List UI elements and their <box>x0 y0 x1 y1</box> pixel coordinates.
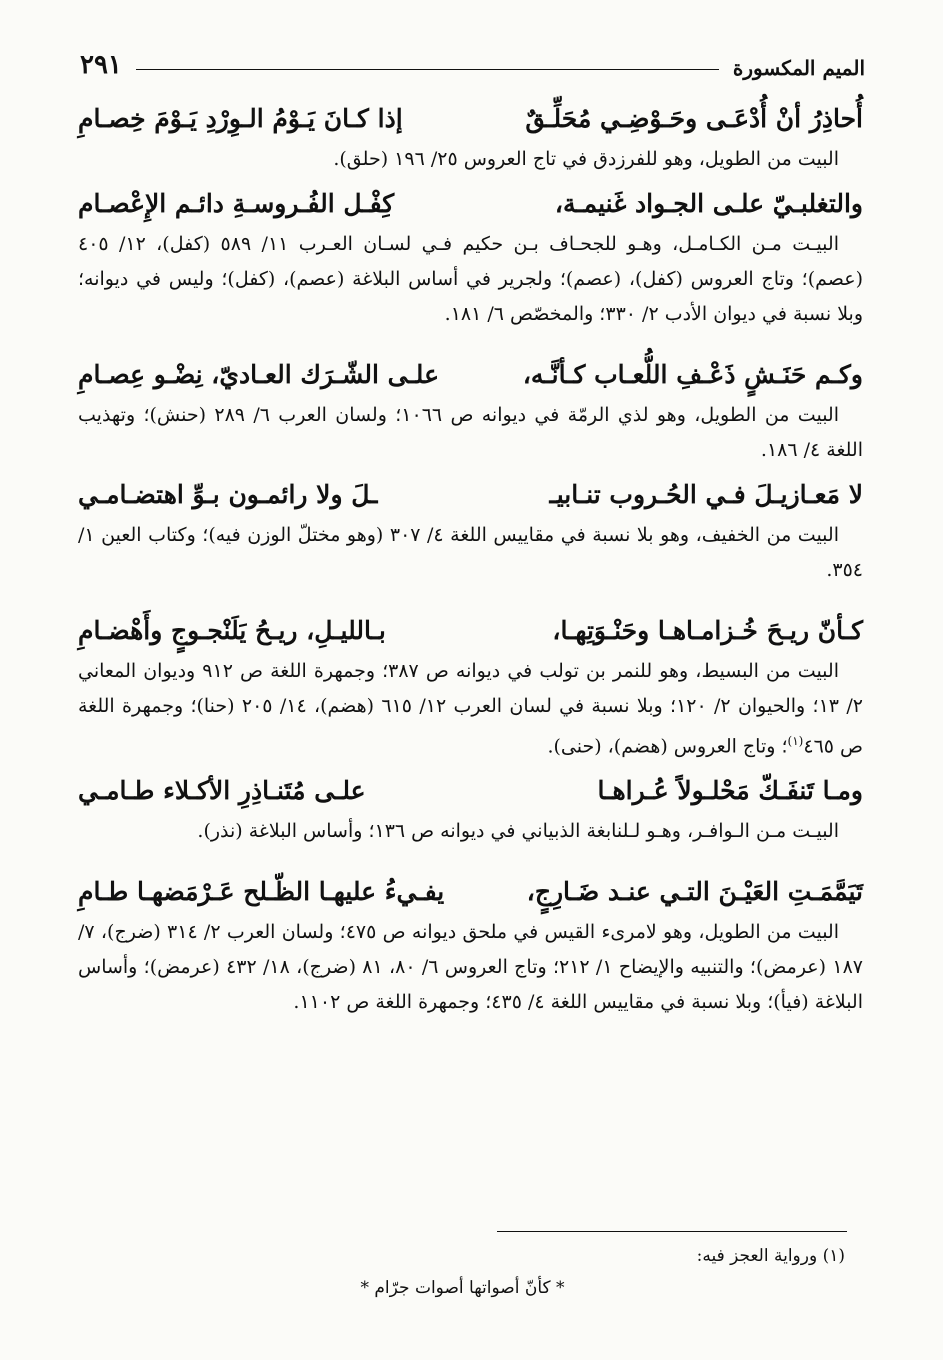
commentary-text-part: البيت من البسيط، وهو للنمر بن تولب في ديوانه ص ٣٨٧؛ وجمهرة اللغة ص ٩١٢ وديوان المعاني ٢/ ١٣؛ والحيوان ٢/ ١٢٠؛ وبلا نسبة في لسان العرب ١٢/ ٦١٥ (هضم)، ١٤/ ٢٠٥ (حنا)؛ وجمهرة اللغة ص ٤٦٥ <box>78 660 863 758</box>
verse-line <box>78 869 863 915</box>
commentary-text: البيت من الطويل، وهو لامرىء القيس في ملحق ديوانه ص ٤٧٥؛ ولسان العرب ٢/ ٣١٤ (ضرج)، ٧/ ١٨٧ (عرمض)؛ والتنبيه والإيضاح ١/ ٢١٢؛ وتاج العروس ٦/ ٨٠، ٨١ (ضرج)، ١٨/ ٤٣٢ (عرمض)؛ وأساس البلاغة (فيأ)؛ وبلا نسبة في مقاييس اللغة ٤/ ٤٣٥؛ وجمهرة اللغة ص ١١٠٢. <box>78 921 863 1014</box>
verse-commentary <box>78 227 863 332</box>
verse-commentary <box>78 814 863 849</box>
verse-line <box>78 352 863 398</box>
verse-first-hemistich: وكـم حَنَـشٍ ذَعْـفِ اللُّعـاب كـأنَّـه، <box>522 360 863 389</box>
verse-line <box>78 472 863 518</box>
header-rule <box>136 69 719 70</box>
verse-first-hemistich: والتغلبـيّ علـى الجـواد غَنيمـة، <box>554 189 863 218</box>
verse-entry <box>78 472 863 588</box>
verse-commentary <box>78 142 863 177</box>
verse-second-hemistich: بـالليـلِ، ريـحُ يَلَنْجـوجٍ وأَهْضـامِ <box>78 616 386 645</box>
verse-first-hemistich: أُحاذِرُ أنْ أُدْعَـى وحَـوْضِـي مُحَلِّـقٌ <box>525 104 863 133</box>
verse-entry <box>78 608 863 764</box>
verse-line <box>78 768 863 814</box>
verse-second-hemistich: كِفْـل الفُـروسـةِ دائـم الإِعْصـام <box>78 189 395 218</box>
verse-entry <box>78 768 863 849</box>
verse-commentary <box>78 518 863 588</box>
footnote-verse: * كأنّ أصواتها أصوات جرّام * <box>360 1278 565 1298</box>
verse-line <box>78 608 863 654</box>
verse-entry <box>78 869 863 1020</box>
commentary-text-part: ؛ وتاج العروس (هضم)، (حنى). <box>547 735 788 758</box>
footnote-label: (١) ورواية العجز فيه: <box>696 1246 845 1266</box>
commentary-text: البيت من الطويل، وهو لذي الرمّة في ديوانه ص ١٠٦٦؛ ولسان العرب ٦/ ٢٨٩ (حنش)؛ وتهذيب اللغة ٤/ ١٨٦. <box>78 404 863 461</box>
commentary-text: البيت من الخفيف، وهو بلا نسبة في مقاييس اللغة ٤/ ٣٠٧ (وهو مختلّ الوزن فيه)؛ وكتاب العين ١/ ٣٥٤. <box>78 524 863 581</box>
footnote-divider <box>497 1231 847 1232</box>
page-header <box>80 40 865 80</box>
verse-line <box>78 181 863 227</box>
chapter-title: الميم المكسورة <box>732 56 865 80</box>
commentary-text <box>78 654 863 764</box>
verse-entry <box>78 181 863 332</box>
verse-first-hemistich: كـأنّ ريـحَ خُـزامـاهـا وحَنْـوَتِهـا، <box>552 616 863 645</box>
page-number: ٢٩١ <box>80 50 122 80</box>
verse-first-hemistich: تَيَمَّمَـتِ العَيْـنَ التـي عنـد ضَـارِجٍ، <box>526 877 863 907</box>
commentary-text: البيـت مـن الـوافـر، وهـو لـلنابغة الذبياني في ديوانه ص ١٣٦؛ وأساس البلاغة (نذر). <box>197 820 839 843</box>
verse-first-hemistich: لا مَعـازيـلَ فـي الحُـروب تنـابيـ <box>549 480 863 509</box>
verse-second-hemistich: علـى الشّـرَك العـاديّ، نِضْـو عِصـامِ <box>78 360 439 389</box>
verse-first-hemistich: ومـا تَنفَـكّ مَحْلـولاً عُـراهـا <box>597 776 863 806</box>
verse-entry <box>78 96 863 177</box>
commentary-text: البيت من الطويل، وهو للفرزدق في تاج العروس ٢٥/ ١٩٦ (حلق). <box>333 148 839 170</box>
footnote <box>80 1240 845 1304</box>
commentary-text: البيـت مـن الكـامـل، وهـو للجحـاف بـن حكيم فـي لسـان العـرب ١١/ ٥٨٩ (كفل)، ١٢/ ٤٠٥ (عصم)؛ وتاج العروس (كفل)، (عصم)؛ ولجرير في أساس البلاغة (عصم)، (كفل)؛ وليس في ديوانه؛ وبلا نسبة في ديوان الأدب ٢/ ٣٣٠؛ والمخصّص ٦/ ١٨١. <box>78 233 863 325</box>
verse-second-hemistich: إذا كـانَ يَـوْمُ الـوِرْدِ يَـوْمَ خِصـامِ <box>78 104 403 133</box>
verse-commentary <box>78 915 863 1020</box>
verse-second-hemistich: ـلَ ولا رائمـون بـوِّ اهتضـامـي <box>78 480 378 509</box>
verse-commentary <box>78 654 863 764</box>
verse-second-hemistich: يفـيءُ عليهـا الظّـلح عَـرْمَضهـا طـامِ <box>78 877 445 907</box>
verse-line <box>78 96 863 142</box>
verse-entry <box>78 352 863 468</box>
verse-second-hemistich: علـى مُتَنـاذِرِ الأكـلاء طـامـي <box>78 776 366 806</box>
verse-commentary <box>78 398 863 468</box>
page-body <box>78 96 863 1024</box>
footnote-marker[interactable]: (١) <box>787 734 804 748</box>
